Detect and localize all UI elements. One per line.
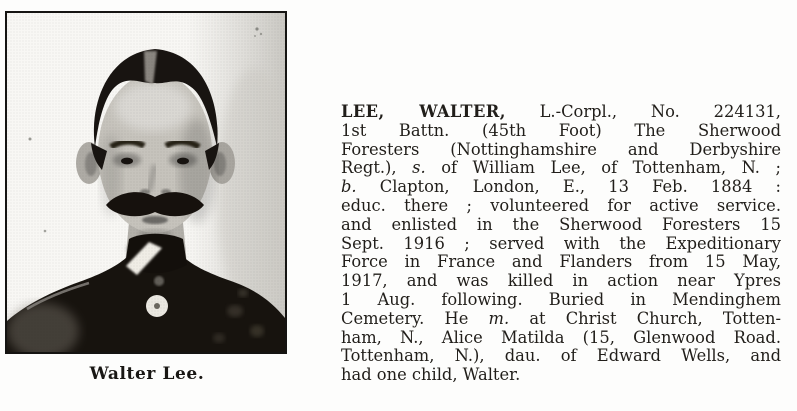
biography-text	[341, 103, 781, 385]
text-segment: at Christ Church, Totten-	[529, 308, 781, 328]
biography-line	[341, 366, 781, 385]
text-segment: had one child, Walter.	[341, 365, 521, 385]
biography-line	[341, 329, 781, 348]
text-segment: ham, N., Alice Matilda (15, Glenwood Road.	[341, 327, 781, 347]
text-segment: Clapton, London, E., 13 Feb. 1884 :	[379, 177, 781, 197]
text-segment: 1917, and was killed in action near Ypres	[341, 271, 781, 291]
biography-line	[341, 159, 781, 178]
italic-abbreviation: b.	[341, 177, 357, 197]
text-segment: Tottenham, N.), dau. of Edward Wells, and	[341, 346, 781, 366]
surname-lead-in: LEE, WALTER,	[341, 102, 506, 121]
text-segment: 1 Aug. following. Buried in Mendinghem	[341, 289, 781, 309]
biography-line	[341, 178, 781, 197]
italic-abbreviation: m.	[488, 308, 510, 328]
text-segment: Foresters (Nottinghamshire and Derbyshire	[341, 139, 781, 159]
text-segment: Regt.),	[341, 158, 397, 178]
biography-line	[341, 197, 781, 216]
biography-line	[341, 310, 781, 329]
portrait-photo	[5, 11, 287, 354]
text-segment: 1st Battn. (45th Foot) The Sherwood	[341, 120, 781, 140]
text-segment: Sept. 1916 ; served with the Expeditionary	[341, 233, 781, 253]
text-segment: of William Lee, of Tottenham, N. ;	[441, 158, 781, 178]
text-segment: Cemetery. He	[341, 308, 469, 328]
biography-line	[341, 216, 781, 235]
italic-abbreviation: s.	[412, 158, 426, 178]
biography-line	[341, 347, 781, 366]
biography-line	[341, 141, 781, 160]
biography-line	[341, 122, 781, 141]
text-segment: and enlisted in the Sherwood Foresters 15	[341, 214, 781, 234]
biography-line	[341, 272, 781, 291]
text-segment: Force in France and Flanders from 15 May,	[341, 252, 781, 272]
portrait-illustration	[7, 13, 285, 352]
biography-line	[341, 291, 781, 310]
biography-line	[341, 103, 781, 122]
text-segment: educ. there ; volunteered for active service.	[341, 195, 781, 215]
text-segment: L.-Corpl., No. 224131,	[539, 102, 781, 121]
biography-line	[341, 235, 781, 254]
photo-caption: Walter Lee.	[89, 364, 205, 384]
biography-line	[341, 253, 781, 272]
